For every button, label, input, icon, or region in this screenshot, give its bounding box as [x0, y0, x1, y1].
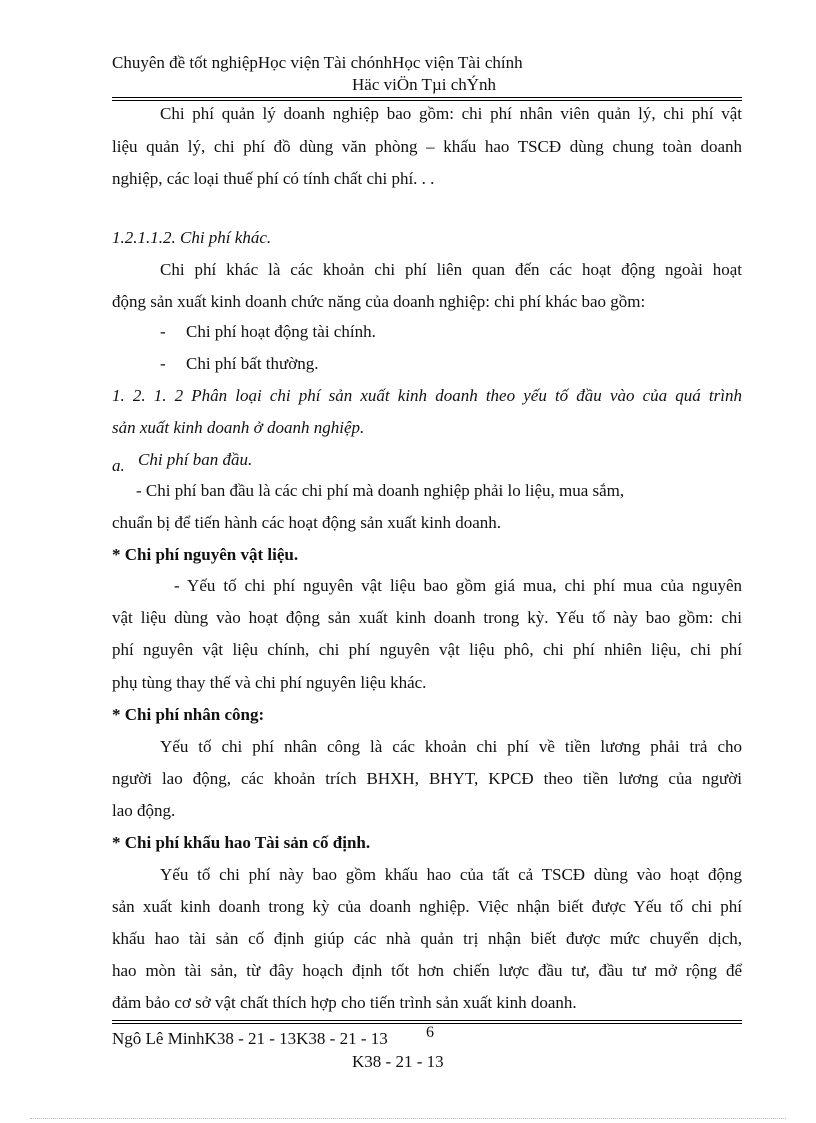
section-heading: 1. 2. 1. 2 Phân loại chi phí sản xuất kinh doanh theo yếu tố đầu vào của quá trình [112, 386, 742, 405]
paragraph-line: sản xuất kinh doanh trong kỳ của doanh nghiệp. Việc nhận biết được Yếu tố chi phí [112, 897, 742, 916]
paragraph-line: - Yếu tố chi phí nguyên vật liệu bao gồm giá mua, chi phí mua của nguyên [174, 576, 742, 595]
list-marker: a. [112, 456, 125, 475]
paragraph-line: người lao động, các khoản trích BHXH, BHYT, KPCĐ theo tiền lương của người [112, 769, 742, 788]
paragraph-line: - Chi phí ban đầu là các chi phí mà doanh nghiệp phải lo liệu, mua sắm, [136, 481, 625, 500]
paragraph-line: liệu quản lý, chi phí đồ dùng văn phòng – khấu hao TSCĐ dùng chung toàn doanh [112, 137, 742, 156]
subsection-title: Chi phí ban đầu. [138, 450, 253, 469]
paragraph-line: Yếu tố chi phí này bao gồm khấu hao của tất cả TSCĐ dùng vào hoạt động [160, 865, 742, 884]
bold-heading: * Chi phí nhân công: [112, 705, 265, 724]
paragraph-line: đảm bảo cơ sở vật chất thích hợp cho tiến trình sản xuất kinh doanh. [112, 993, 577, 1012]
paragraph-line: hao mòn tài sản, từ đây hoạch định tốt hơn chiến lược đầu tư, đầu tư mở rộng để [112, 961, 742, 980]
section-heading: 1.2.1.1.2. Chi phí khác. [112, 228, 272, 247]
header-title: Chuyên đề tốt nghiệpHọc viện Tài chónhHọc viện Tài chính [112, 53, 523, 72]
bold-heading: * Chi phí khấu hao Tài sản cố định. [112, 833, 371, 852]
section-heading: sản xuất kinh doanh ở doanh nghiệp. [112, 418, 365, 437]
page-number: 6 [426, 1024, 434, 1041]
bullet-mark: - [160, 354, 166, 373]
header-subtitle: Häc viÖn Tµi chÝnh [352, 75, 497, 94]
paragraph-line: phí nguyên vật liệu chính, chi phí nguyên vật liệu phô, chi phí nhiên liệu, chi phí [112, 640, 742, 659]
bold-heading: * Chi phí nguyên vật liệu. [112, 545, 299, 564]
paragraph-line: vật liệu dùng vào hoạt động sản xuất kinh doanh trong kỳ. Yếu tố này bao gồm: chi [112, 608, 742, 627]
paragraph-line: chuẩn bị để tiến hành các hoạt động sản xuất kinh doanh. [112, 513, 501, 532]
bullet-mark: - [160, 322, 166, 341]
paragraph-line: nghiệp, các loại thuế phí có tính chất chi phí. . . [112, 169, 435, 188]
header-rule-top [112, 97, 742, 98]
header-rule-bottom [112, 100, 742, 101]
paragraph-line: lao động. [112, 801, 176, 820]
footer-rule-top [112, 1020, 742, 1021]
bullet-item: Chi phí bất thường. [186, 354, 319, 373]
paragraph-line: khấu hao tài sản cố định giúp các nhà quản trị nhận biết được mức chuyển dịch, [112, 929, 742, 948]
bullet-item: Chi phí hoạt động tài chính. [186, 322, 376, 341]
paragraph-line: Yếu tố chi phí nhân công là các khoản chi phí về tiền lương phải trả cho [160, 737, 742, 756]
paragraph-line: động sản xuất kinh doanh chức năng của doanh nghiệp: chi phí khác bao gồm: [112, 292, 646, 311]
paragraph-line: Chi phí quản lý doanh nghiệp bao gồm: chi phí nhân viên quản lý, chi phí vật [160, 104, 742, 123]
paragraph-line: phụ tùng thay thế và chi phí nguyên liệu khác. [112, 673, 427, 692]
paragraph-line: Chi phí khác là các khoản chi phí liên quan đến các hoạt động ngoài hoạt [160, 260, 742, 279]
footer-class-code: K38 - 21 - 13 [352, 1052, 444, 1071]
page-edge-divider [30, 1118, 786, 1119]
footer-author: Ngô Lê MinhK38 - 21 - 13K38 - 21 - 13 [112, 1029, 388, 1048]
